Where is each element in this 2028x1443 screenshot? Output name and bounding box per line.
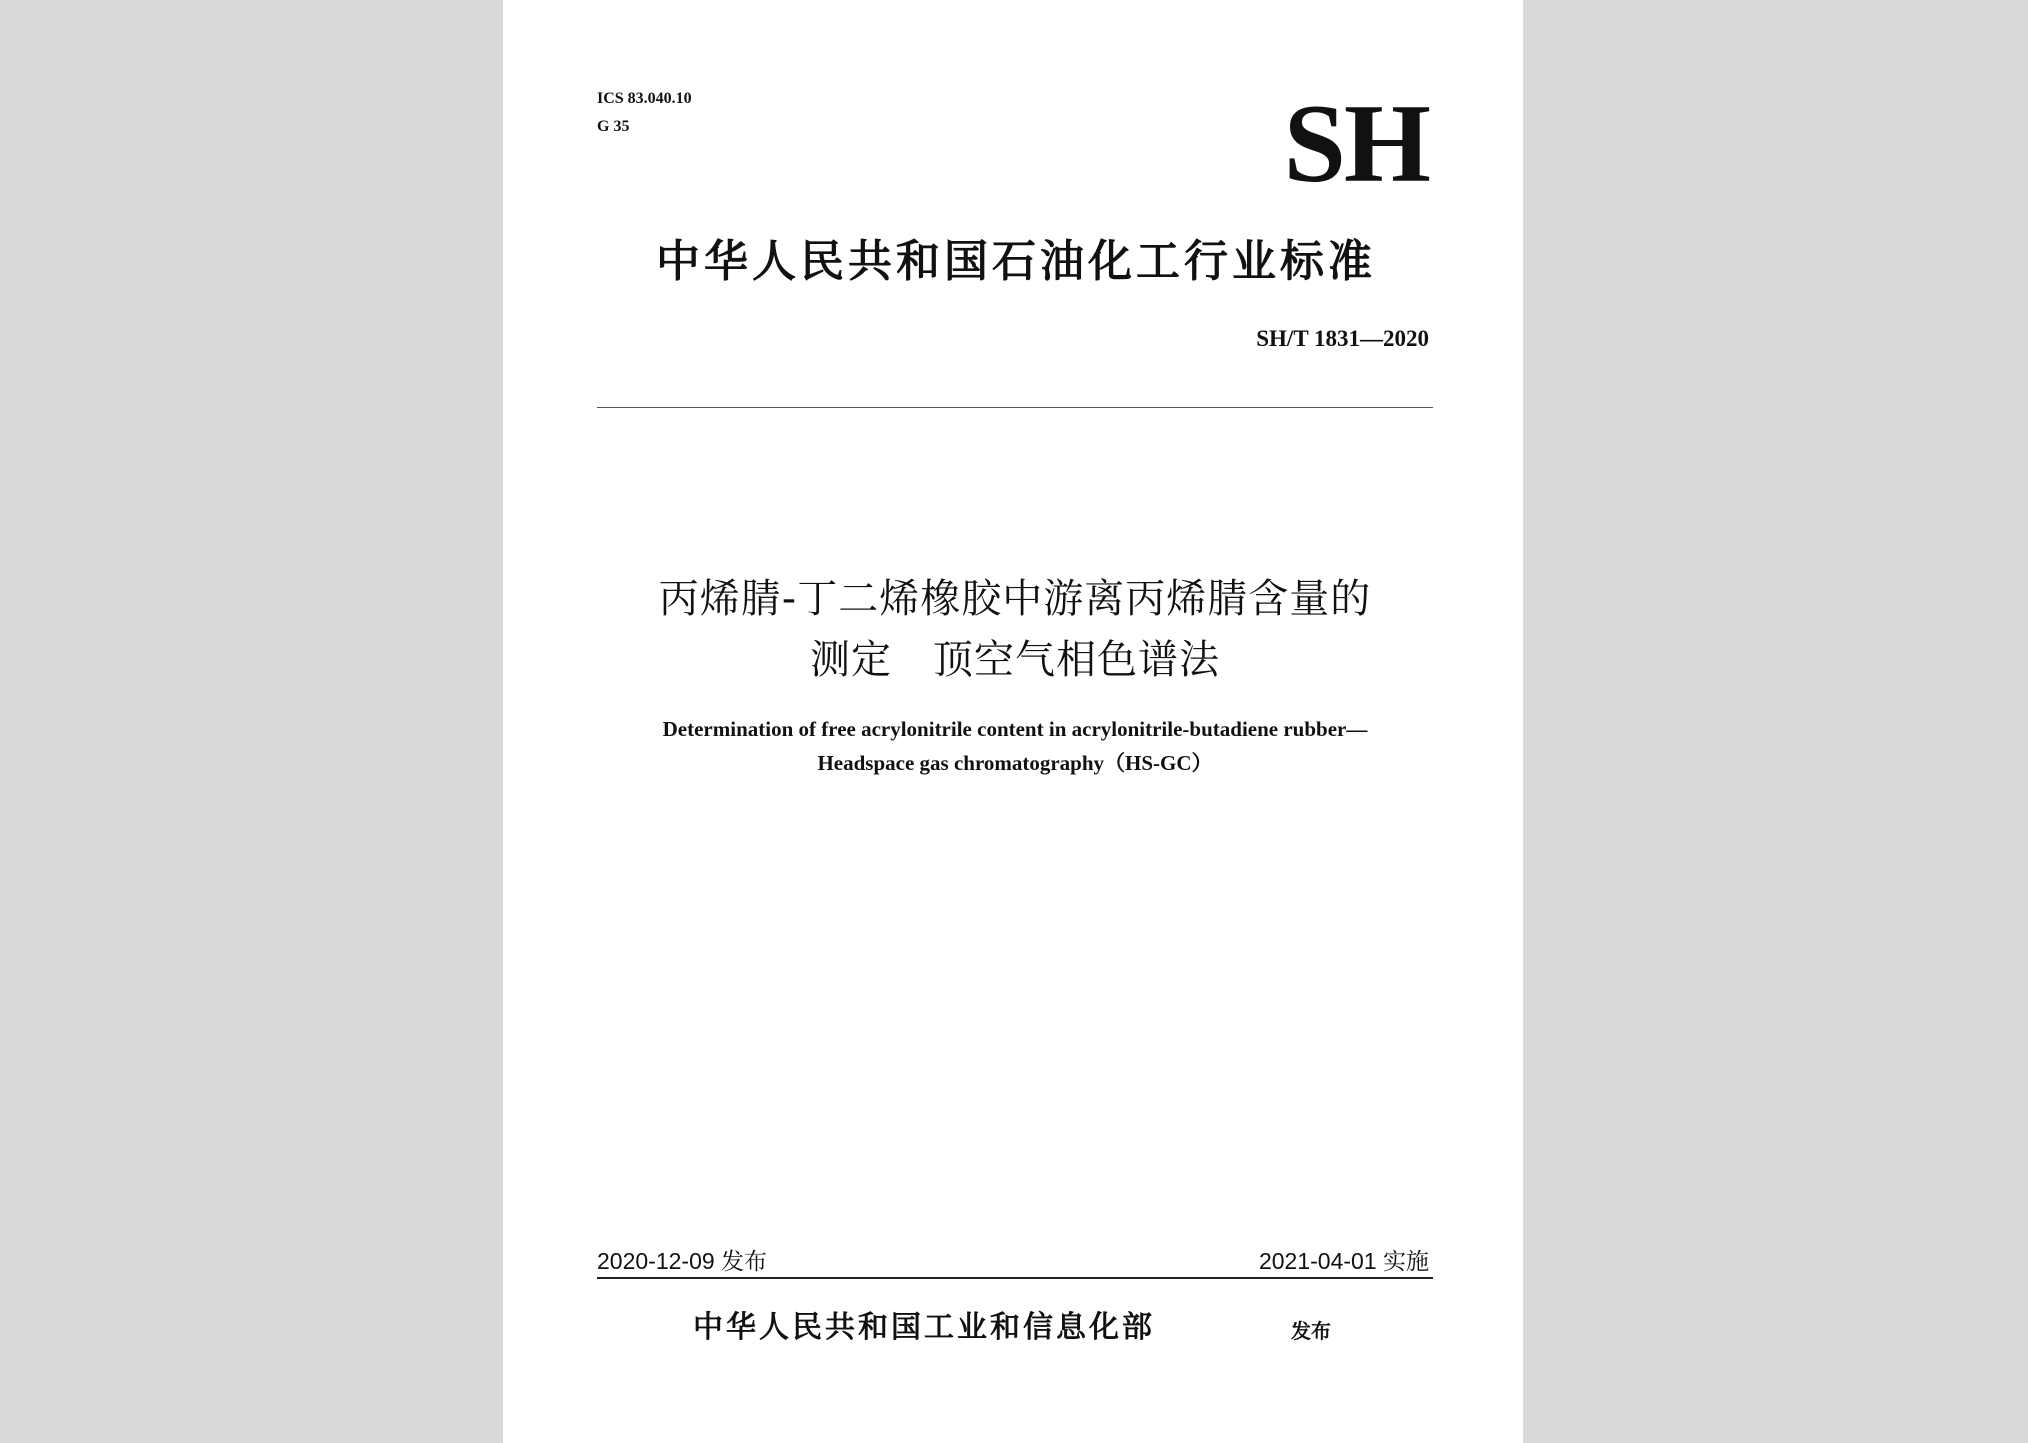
- issuing-authority: 中华人民共和国工业和信息化部: [693, 1310, 1155, 1345]
- title-cn-line-2: 测定 顶空气相色谱法: [810, 637, 1220, 683]
- ics-code: ICS 83.040.10: [597, 90, 692, 107]
- classification-code: G 35: [597, 118, 630, 135]
- standard-type-heading: 中华人民共和国石油化工行业标准: [656, 236, 1376, 287]
- title-cn-line-1: 丙烯腈-丁二烯橡胶中游离丙烯腈含量的: [658, 576, 1372, 622]
- header-divider: [597, 407, 1433, 408]
- standard-number: SH/T 1831—2020: [1256, 326, 1429, 351]
- document-page: [503, 0, 1523, 1443]
- sh-logo: SH: [1283, 82, 1429, 206]
- effective-date: 2021-04-01 实施: [1258, 1248, 1429, 1274]
- issuer-suffix: 发布: [1291, 1319, 1331, 1343]
- publish-date: 2020-12-09 发布: [597, 1248, 768, 1274]
- title-en-line-2: Headspace gas chromatography（HS-GC）: [817, 751, 1213, 775]
- title-en-line-1: Determination of free acrylonitrile content in acrylonitrile-butadiene rubber—: [662, 717, 1368, 741]
- footer-divider: [597, 1277, 1433, 1279]
